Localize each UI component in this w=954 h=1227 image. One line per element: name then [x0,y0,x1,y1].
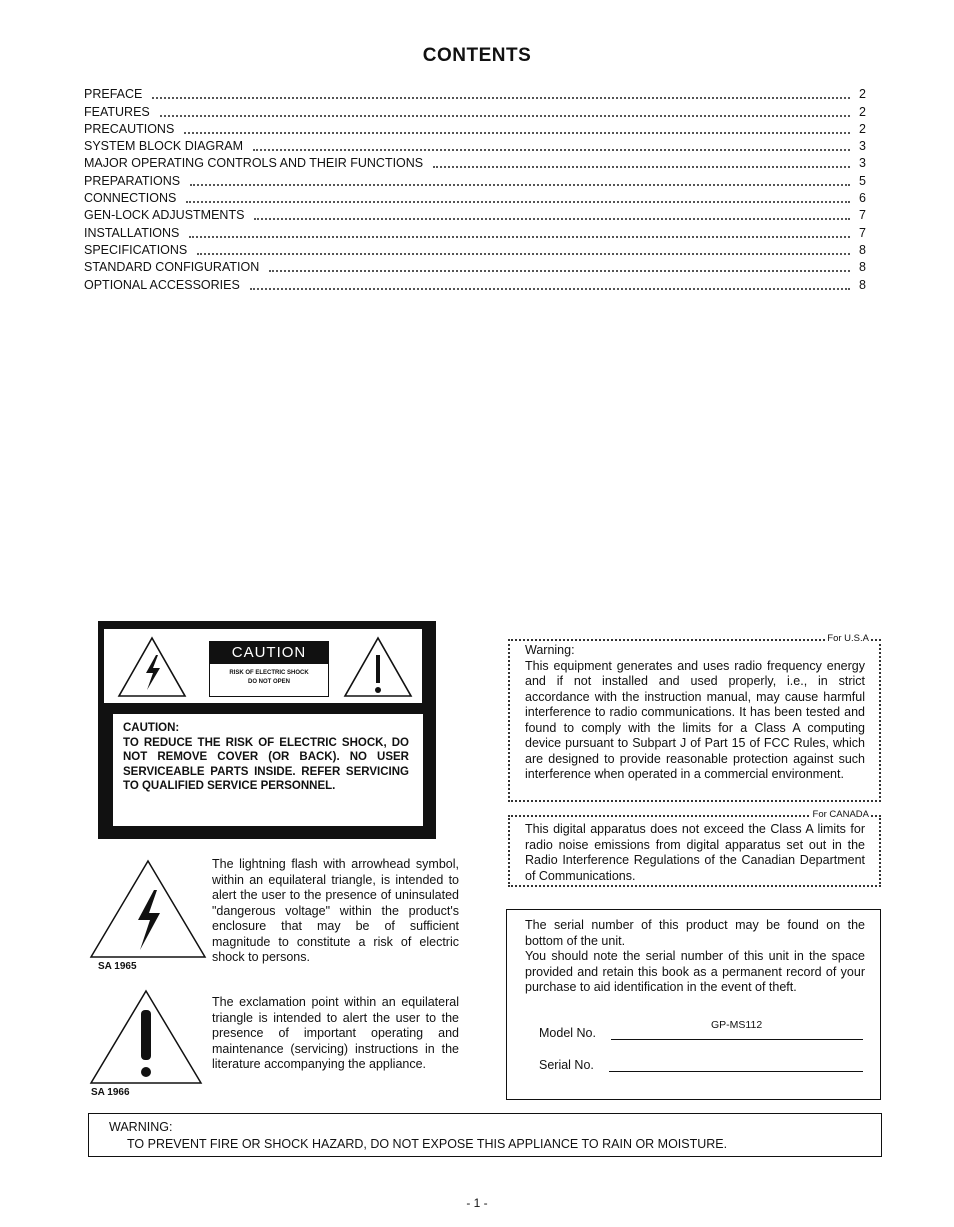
serial-label: Serial No. [539,1058,594,1072]
model-label: Model No. [539,1026,596,1040]
toc-label: GEN-LOCK ADJUSTMENTS [84,208,245,223]
notice-body: This equipment generates and uses radio frequency energy and if not installed and used properly, i.e., in strict accordance with the instruction manual, may cause harmful interference to radio communications. It has been tested and found to comply with the limits for a Class A computing device pursuant to Subpart J of Part 15 of FCC Rules, which are designed to provide reasonable protection against such interference when operated in a commercial environment. [525,658,865,781]
toc-row-system-block-diagram[interactable] [84,137,866,154]
toc-page: 6 [859,191,866,206]
toc-leader [184,132,850,134]
serial-number-field[interactable] [609,1053,863,1072]
lightning-triangle-icon [116,635,188,699]
toc-label: SPECIFICATIONS [84,242,188,257]
warning-heading: WARNING: [109,1120,173,1134]
caution-small-line: DO NOT OPEN [247,679,290,685]
toc-label: PREFACE [84,87,143,102]
toc-page: 2 [859,104,866,119]
page-number: - 1 - [466,1196,488,1210]
table-of-contents [84,85,866,293]
toc-leader [160,115,850,117]
lightning-triangle-icon [88,858,208,960]
symbol-code: SA 1966 [91,1087,130,1098]
toc-label: SYSTEM BLOCK DIAGRAM [84,139,244,154]
warning-body: TO PREVENT FIRE OR SHOCK HAZARD, DO NOT EXPOSE THIS APPLIANCE TO RAIN OR MOISTURE. [127,1137,728,1151]
model-number-value: GP-MS112 [711,1019,763,1031]
caution-text [123,721,409,794]
toc-leader [433,166,850,168]
toc-page: 3 [859,156,866,171]
serial-instructions [525,918,865,996]
caution-label [98,621,436,839]
toc-leader [197,253,850,255]
serial-instruction-line: You should note the serial number of this unit in the space provided and retain this book as a permanent record of your purchase to aid identification in the event of theft. [525,949,865,994]
toc-row-connections[interactable] [84,189,866,206]
toc-row-preparations[interactable] [84,171,866,188]
toc-leader [190,184,850,186]
toc-row-optional-accessories[interactable] [84,275,866,292]
toc-label: FEATURES [84,104,150,119]
toc-row-precautions[interactable] [84,120,866,137]
toc-row-features[interactable] [84,102,866,119]
toc-leader [152,97,850,99]
caution-small-print [210,669,328,687]
toc-row-specifications[interactable] [84,241,866,258]
exclamation-explanation: The exclamation point within an equilateral triangle is intended to alert the user to the presence of important operating and maintenance (servicing) instructions in the literature accompanying the appliance. [212,995,459,1071]
toc-row-preface[interactable] [84,85,866,102]
lightning-explanation: The lightning flash with arrowhead symbol, within an equilateral triangle, is intended to alert the user to the presence of uninsulated "dangerous voltage" within the product's enclosure that may be of sufficient magnitude to constitute a risk of electric shock to persons. [212,857,459,964]
toc-label: INSTALLATIONS [84,225,180,240]
caution-label-header [104,629,422,703]
page-title: CONTENTS [422,45,532,66]
caution-banner: CAUTION [210,642,328,664]
region-tag: For U.S.A [827,633,869,644]
toc-page: 2 [859,121,866,136]
toc-row-installations[interactable] [84,223,866,240]
symbol-code: SA 1965 [98,961,137,972]
warning-box [88,1113,882,1157]
toc-leader [253,149,850,151]
toc-leader [189,236,850,238]
toc-leader [250,288,850,290]
caution-heading: CAUTION: [123,722,180,734]
model-number-field[interactable] [611,1021,863,1040]
toc-row-standard-configuration[interactable] [84,258,866,275]
toc-page: 5 [859,173,866,188]
region-tag: For CANADA [812,809,869,820]
notice-heading: Warning: [525,643,575,657]
toc-label: PRECAUTIONS [84,121,175,136]
caution-sign [209,641,329,697]
toc-page: 3 [859,139,866,154]
exclamation-triangle-icon [88,988,204,1086]
toc-leader [269,270,850,272]
toc-leader [254,218,850,220]
caution-small-line: RISK OF ELECTRIC SHOCK [229,670,309,676]
toc-row-gen-lock-adjustments[interactable] [84,206,866,223]
fcc-notice [508,633,881,802]
serial-number-box [506,909,881,1100]
notice-body: This digital apparatus does not exceed the Class A limits for radio noise emissions from digital apparatus set out in the Radio Interference Regulations of the Canadian Department of Communications. [525,822,865,883]
toc-label: STANDARD CONFIGURATION [84,260,260,275]
toc-leader [186,201,850,203]
toc-page: 7 [859,225,866,240]
canada-notice [508,809,881,887]
toc-page: 2 [859,87,866,102]
exclamation-triangle-icon [342,635,414,699]
serial-instruction-line: The serial number of this product may be found on the bottom of the unit. [525,918,865,948]
toc-page: 7 [859,208,866,223]
toc-label: MAJOR OPERATING CONTROLS AND THEIR FUNCTIONS [84,156,424,171]
caution-body: TO REDUCE THE RISK OF ELECTRIC SHOCK, DO NOT REMOVE COVER (OR BACK). NO USER SERVICEABLE PARTS INSIDE. REFER SERVICING TO QUALIFIED SERVICE PERSONNEL. [123,736,409,792]
toc-label: OPTIONAL ACCESSORIES [84,277,240,292]
caution-text-panel [113,714,423,826]
toc-page: 8 [859,277,866,292]
toc-page: 8 [859,242,866,257]
toc-label: CONNECTIONS [84,191,177,206]
toc-row-major-operating-controls[interactable] [84,154,866,171]
toc-label: PREPARATIONS [84,173,181,188]
fcc-notice-text [525,643,865,783]
toc-page: 8 [859,260,866,275]
